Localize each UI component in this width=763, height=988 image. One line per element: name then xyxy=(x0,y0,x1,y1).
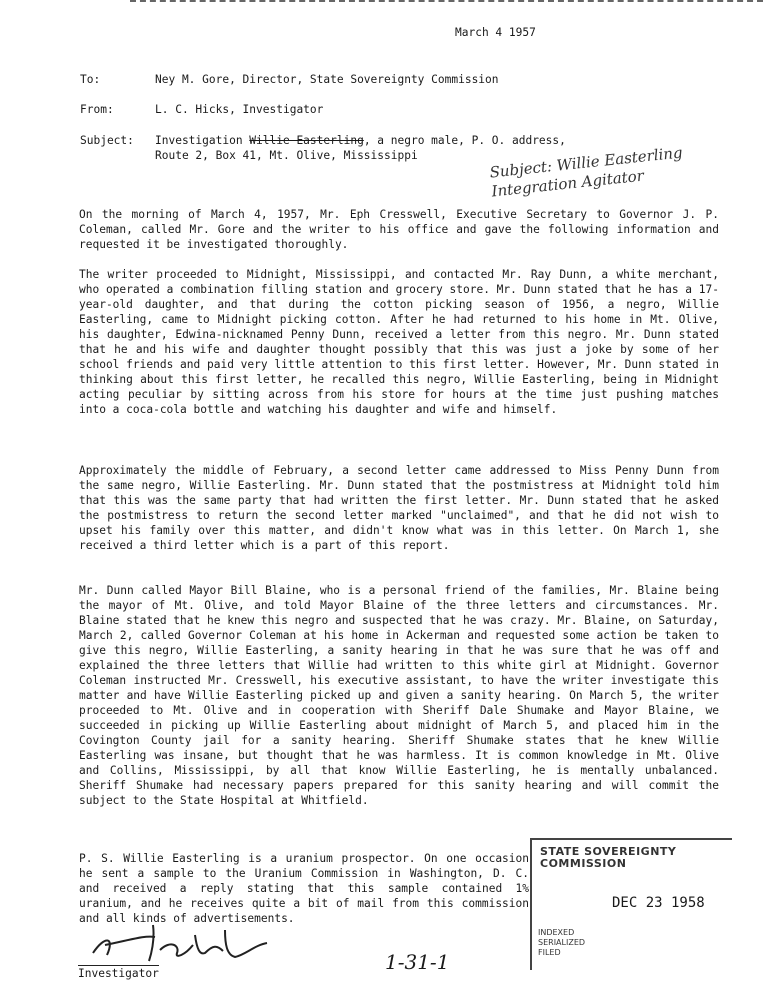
stamp-heading: STATE SOVEREIGNTY COMMISSION xyxy=(540,845,677,870)
stamp-indexed: INDEXED xyxy=(538,928,575,937)
subject-struck-name: Willie Easterling xyxy=(249,134,364,147)
stamp-date: DEC 23 1958 xyxy=(612,895,705,911)
subject-pre: Investigation xyxy=(155,134,250,147)
memo-date: March 4 1957 xyxy=(455,26,536,39)
from-value: L. C. Hicks, Investigator xyxy=(155,103,324,116)
signature-label: Investigator xyxy=(78,967,159,980)
stamp-serialized: SERIALIZED xyxy=(538,938,586,947)
body-paragraph-3: Approximately the middle of February, a second letter came addressed to Miss Penny Dunn from the same negro, Willie Easterling. Mr. Dunn stated that the postmistress at Midnight told him that this was the same party that had written the first letter. Mr. Dunn stated that he asked the postmistress to return the second letter marked "unclaimed", and that he did not wish to upset his family over this matter, and didn't know what was in this letter. On March 1, she received a third letter which is a part of this report. xyxy=(79,464,719,552)
body-paragraph-4: Mr. Dunn called Mayor Bill Blaine, who is a personal friend of the families, Mr. Blaine being the mayor of Mt. Olive, and told Mayor Blaine of the three letters and circumstances. Mr. Blaine stated that he knew this negro and suspected that he was crazy. Mr. Blaine, on Saturday, March 2, called Governor Coleman at his home in Ackerman and requested some action be taken to give this negro, Willie Easterling, a sanity hearing in that he was sure that he was off and explained the three letters that Willie had written to this white girl at Midnight. Governor Coleman instructed Mr. Cresswell, his executive assistant, to have the writer investigate this matter and have Willie Easterling picked up and given a sanity hearing. On March 5, the writer proceeded to Mt. Olive and in cooperation with Sheriff Dale Shumake and Mayor Blaine, we succeeded in picking up Willie Easterling about midnight of March 5, and placed him in the Covington County jail for a sanity hearing. Sheriff Shumake states that he knew Willie Easterling was insane, but thought that he was harmless. It is common knowledge in Mt. Olive and Collins, Mississippi, by all that know Willie Easterling, he is mentally unbalanced. Sheriff Shumake had necessary papers prepared for this sanity hearing and will commit the subject to the State Hospital at Whitfield. xyxy=(79,584,719,807)
top-dashed-border xyxy=(130,0,763,2)
to-label: To: xyxy=(80,73,101,86)
stamp-filed: FILED xyxy=(538,948,561,957)
subject-line-1 xyxy=(155,133,566,148)
from-label: From: xyxy=(80,103,114,116)
handwritten-signature xyxy=(85,915,285,965)
postscript-paragraph: P. S. Willie Easterling is a uranium prospector. On one occasion he sent a sample to the Uranium Commission in Washington, D. C. and received a reply stating that this sample contained 1% uranium, and he receives quite a bit of mail from this commission and all kinds of advertisements. xyxy=(79,852,529,925)
handwritten-subject-note: Subject: Willie Easterling Integration Agitator xyxy=(488,143,684,201)
subject-label: Subject: xyxy=(80,134,134,147)
subject-line-2: Route 2, Box 41, Mt. Olive, Mississippi xyxy=(155,149,418,162)
received-stamp xyxy=(530,838,732,970)
body-paragraph-1: On the morning of March 4, 1957, Mr. Eph Cresswell, Executive Secretary to Governor J. P. Coleman, called Mr. Gore and the writer to his office and gave the following information and requested it be investigated thoroughly. xyxy=(79,208,719,251)
file-number: 1-31-1 xyxy=(385,950,450,974)
to-value: Ney M. Gore, Director, State Sovereignty Commission xyxy=(155,73,499,86)
body-paragraph-2: The writer proceeded to Midnight, Mississippi, and contacted Mr. Ray Dunn, a white merchant, who operated a combination filling station and grocery store. Mr. Dunn stated that he has a 17-year-old daughter, and that during the cotton picking season of 1956, a negro, Willie Easterling, came to Midnight picking cotton. After he had returned to his home in Mt. Olive, his daughter, Edwina-nicknamed Penny Dunn, received a letter from this negro. Mr. Dunn stated that he and his wife and daughter thought possibly that this was just a joke by some of her school friends and paid very little attention to this first letter. However, Mr. Dunn stated in thinking about this first letter, he recalled this negro, Willie Easterling, being in Midnight acting peculiar by sitting across from his store for hours at the time just pushing matches into a coca-cola bottle and watching his daughter and wife and himself. xyxy=(79,268,719,416)
subject-post: , a negro male, P. O. address, xyxy=(363,134,566,147)
